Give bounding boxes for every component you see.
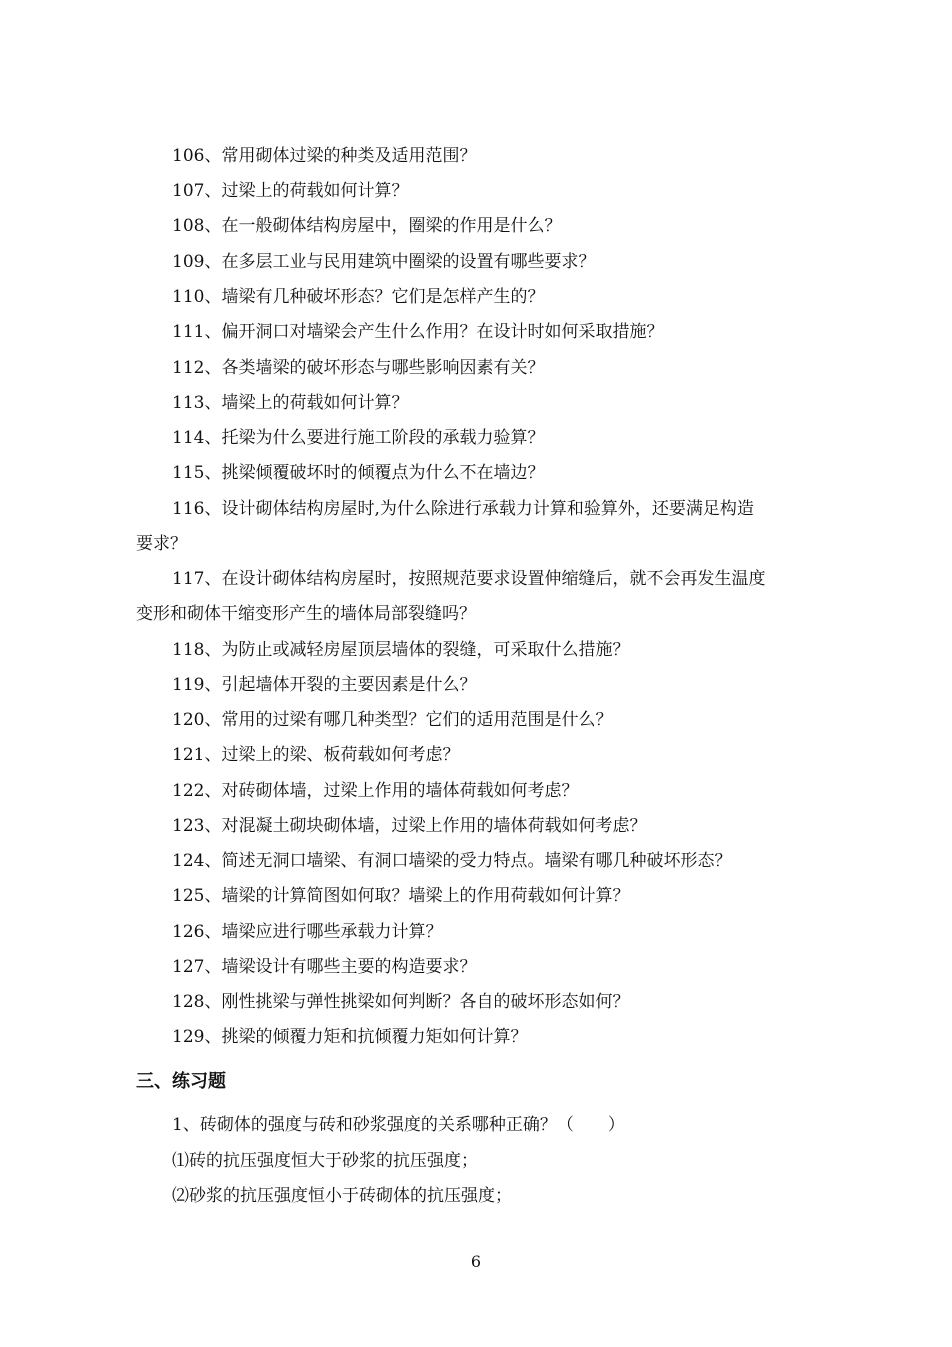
question-112: 112、各类墙梁的破坏形态与哪些影响因素有关？ — [172, 358, 545, 378]
question-113: 113、墙梁上的荷载如何计算？ — [172, 393, 409, 413]
question-125: 125、墙梁的计算简图如何取？墙梁上的作用荷载如何计算？ — [172, 886, 630, 906]
question-123: 123、对混凝土砌块砌体墙，过梁上作用的墙体荷载如何考虑？ — [172, 816, 647, 836]
question-109: 109、在多层工业与民用建筑中圈梁的设置有哪些要求？ — [172, 252, 596, 272]
question-126: 126、墙梁应进行哪些承载力计算？ — [172, 922, 443, 942]
question-110: 110、墙梁有几种破坏形态？它们是怎样产生的？ — [172, 287, 545, 307]
question-129: 129、挑梁的倾覆力矩和抗倾覆力矩如何计算？ — [172, 1027, 528, 1047]
question-119: 119、引起墙体开裂的主要因素是什么？ — [172, 675, 477, 695]
question-115: 115、挑梁倾覆破坏时的倾覆点为什么不在墙边？ — [172, 463, 545, 483]
question-122: 122、对砖砌体墙，过梁上作用的墙体荷载如何考虑？ — [172, 781, 579, 801]
question-124: 124、简述无洞口墙梁、有洞口墙梁的受力特点。墙梁有哪几种破坏形态？ — [172, 851, 732, 871]
question-108: 108、在一般砌体结构房屋中，圈梁的作用是什么？ — [172, 216, 562, 236]
exercise-question-1: 1、砖砌体的强度与砖和砂浆强度的关系哪种正确？（ ） — [172, 1115, 625, 1135]
question-128: 128、刚性挑梁与弹性挑梁如何判断？各自的破坏形态如何？ — [172, 992, 630, 1012]
question-117-continued: 变形和砌体干缩变形产生的墙体局部裂缝吗？ — [136, 604, 476, 624]
question-116: 116、设计砌体结构房屋时,为什么除进行承载力计算和验算外，还要满足构造 — [172, 499, 754, 519]
question-116-continued: 要求？ — [136, 534, 187, 554]
question-107: 107、过梁上的荷载如何计算？ — [172, 181, 409, 201]
exercise-option-1: ⑴砖的抗压强度恒大于砂浆的抗压强度； — [172, 1151, 478, 1171]
question-111: 111、偏开洞口对墙梁会产生什么作用？在设计时如何采取措施？ — [172, 322, 664, 342]
question-106: 106、常用砌体过梁的种类及适用范围？ — [172, 146, 477, 166]
exercise-option-2: ⑵砂浆的抗压强度恒小于砖砌体的抗压强度； — [172, 1186, 512, 1206]
question-114: 114、托梁为什么要进行施工阶段的承载力验算？ — [172, 428, 545, 448]
question-127: 127、墙梁设计有哪些主要的构造要求？ — [172, 957, 477, 977]
question-121: 121、过梁上的梁、板荷载如何考虑？ — [172, 745, 460, 765]
page-number: 6 — [470, 1252, 482, 1271]
question-118: 118、为防止或减轻房屋顶层墙体的裂缝，可采取什么措施？ — [172, 640, 630, 660]
question-117: 117、在设计砌体结构房屋时，按照规范要求设置伸缩缝后，就不会再发生温度 — [172, 569, 766, 589]
section-heading: 三、练习题 — [136, 1071, 226, 1092]
question-120: 120、常用的过梁有哪几种类型？它们的适用范围是什么？ — [172, 710, 613, 730]
